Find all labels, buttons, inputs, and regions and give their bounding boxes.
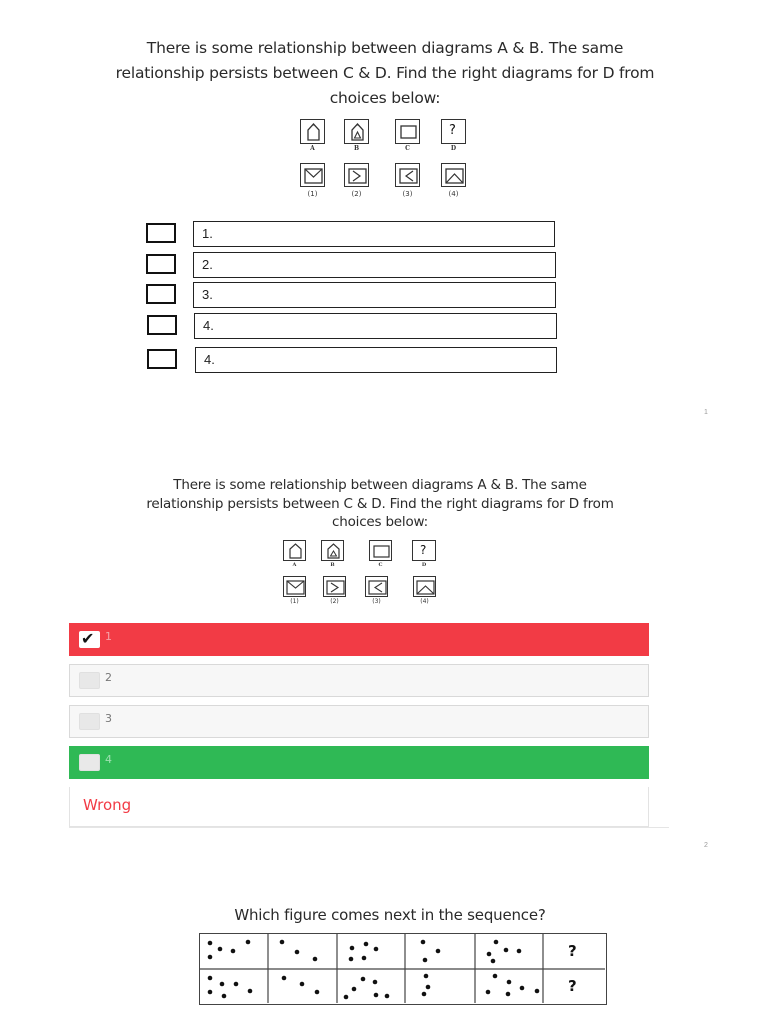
divider [69, 827, 669, 828]
house-with-inner-shape-icon [345, 120, 370, 145]
choice-4-label: (4) [448, 190, 459, 198]
choice-4-box [441, 163, 466, 187]
dot-sequence-figures [200, 934, 605, 1003]
question-1-line-3: choices below: [329, 89, 441, 107]
choice-2-box-2 [323, 576, 346, 597]
house-pentagon-icon [301, 120, 326, 145]
answer-field-2[interactable]: 2. [193, 252, 556, 278]
choice-4-box-2 [413, 576, 436, 597]
question-1-text [60, 36, 710, 111]
answer-field-5[interactable]: 4. [195, 347, 557, 373]
diagram-a-box [300, 119, 325, 144]
choice-3-label: (3) [402, 190, 413, 198]
diagram-b-label-2: B [330, 562, 335, 568]
envelope-icon [301, 164, 326, 188]
diagram-d-label: D [450, 145, 457, 152]
result-panel [69, 787, 649, 827]
choice-2-label: (2) [351, 190, 362, 198]
option-1-selected-wrong[interactable] [69, 623, 649, 656]
answer-checkbox-4[interactable] [147, 315, 177, 335]
diagram-d-box-2 [412, 540, 436, 561]
dot-sequence-grid [199, 933, 607, 1005]
choice-2-label-2: (2) [330, 598, 339, 605]
option-3-label: 3 [105, 712, 112, 725]
square-inverted-envelope-icon [442, 164, 467, 188]
next-figure-question-mark-2: ? [568, 977, 577, 995]
option-2-label: 2 [105, 671, 112, 684]
answer-checkbox-3[interactable] [146, 284, 176, 304]
unknown-question-mark: ? [449, 123, 456, 138]
question-2-line-3: choices below: [332, 514, 428, 530]
diagram-a-label: A [310, 145, 315, 152]
diagram-c-label-2: C [378, 562, 383, 568]
answer-field-1[interactable]: 1. [193, 221, 555, 247]
choice-3-box [395, 163, 420, 187]
option-4-checkbox[interactable] [79, 754, 100, 771]
page-number-1: 1 [704, 409, 708, 416]
option-2-checkbox[interactable] [79, 672, 100, 689]
question-1-line-2: relationship persists between C & D. Find the right diagrams for D from [115, 64, 655, 82]
diagram-b-box [344, 119, 369, 144]
question-2-text [60, 476, 700, 532]
option-3-checkbox[interactable] [79, 713, 100, 730]
option-3[interactable] [69, 705, 649, 738]
result-text: Wrong [83, 796, 132, 814]
answer-checkbox-5[interactable] [147, 349, 177, 369]
diagram-b-label: B [353, 145, 360, 152]
answer-field-4[interactable]: 4. [194, 313, 557, 339]
diagram-b-box-2 [321, 540, 344, 561]
question-1-line-1: There is some relationship between diagrams A & B. The same [146, 39, 624, 57]
house-pentagon-icon [284, 541, 307, 562]
option-1-checkbox[interactable] [79, 631, 100, 648]
question-2-line-1: There is some relationship between diagrams A & B. The same [173, 477, 587, 493]
choice-4-label-2: (4) [420, 598, 429, 605]
square-left-chevron-icon [366, 577, 389, 598]
diagram-c-box-2 [369, 540, 392, 561]
diagram-d-label-2: D [421, 562, 427, 568]
envelope-icon [284, 577, 307, 598]
option-4-correct[interactable] [69, 746, 649, 779]
choice-1-label: (1) [307, 190, 318, 198]
choice-3-label-2: (3) [372, 598, 381, 605]
diagram-a-box-2 [283, 540, 306, 561]
diagram-c-box [395, 119, 420, 144]
question-2-line-2: relationship persists between C & D. Find the right diagrams for D from [146, 495, 614, 512]
answer-checkbox-2[interactable] [146, 254, 176, 274]
page-number-2: 2 [704, 842, 708, 849]
square-right-chevron-icon [324, 577, 347, 598]
choice-2-box [344, 163, 369, 187]
option-4-label: 4 [105, 753, 112, 766]
square-inverted-envelope-icon [414, 577, 437, 598]
diagram-c-label: C [405, 145, 410, 152]
choice-3-box-2 [365, 576, 388, 597]
unknown-question-mark-2: ? [420, 543, 427, 557]
option-1-label: 1 [105, 630, 112, 643]
choice-1-box-2 [283, 576, 306, 597]
square-right-chevron-icon [345, 164, 370, 188]
diagram-a-label-2: A [292, 562, 297, 568]
answer-field-3[interactable]: 3. [193, 282, 556, 308]
question-3-text: Which figure comes next in the sequence? [234, 906, 546, 924]
house-with-inner-shape-icon [322, 541, 345, 562]
choice-1-label-2: (1) [290, 598, 299, 605]
option-2[interactable] [69, 664, 649, 697]
next-figure-question-mark-1: ? [568, 942, 577, 960]
square-icon [396, 120, 421, 145]
choice-1-box [300, 163, 325, 187]
square-left-chevron-icon [396, 164, 421, 188]
square-icon [370, 541, 393, 562]
answer-checkbox-1[interactable] [146, 223, 176, 243]
diagram-d-box [441, 119, 466, 144]
checkmark-icon: ✔ [81, 629, 95, 648]
